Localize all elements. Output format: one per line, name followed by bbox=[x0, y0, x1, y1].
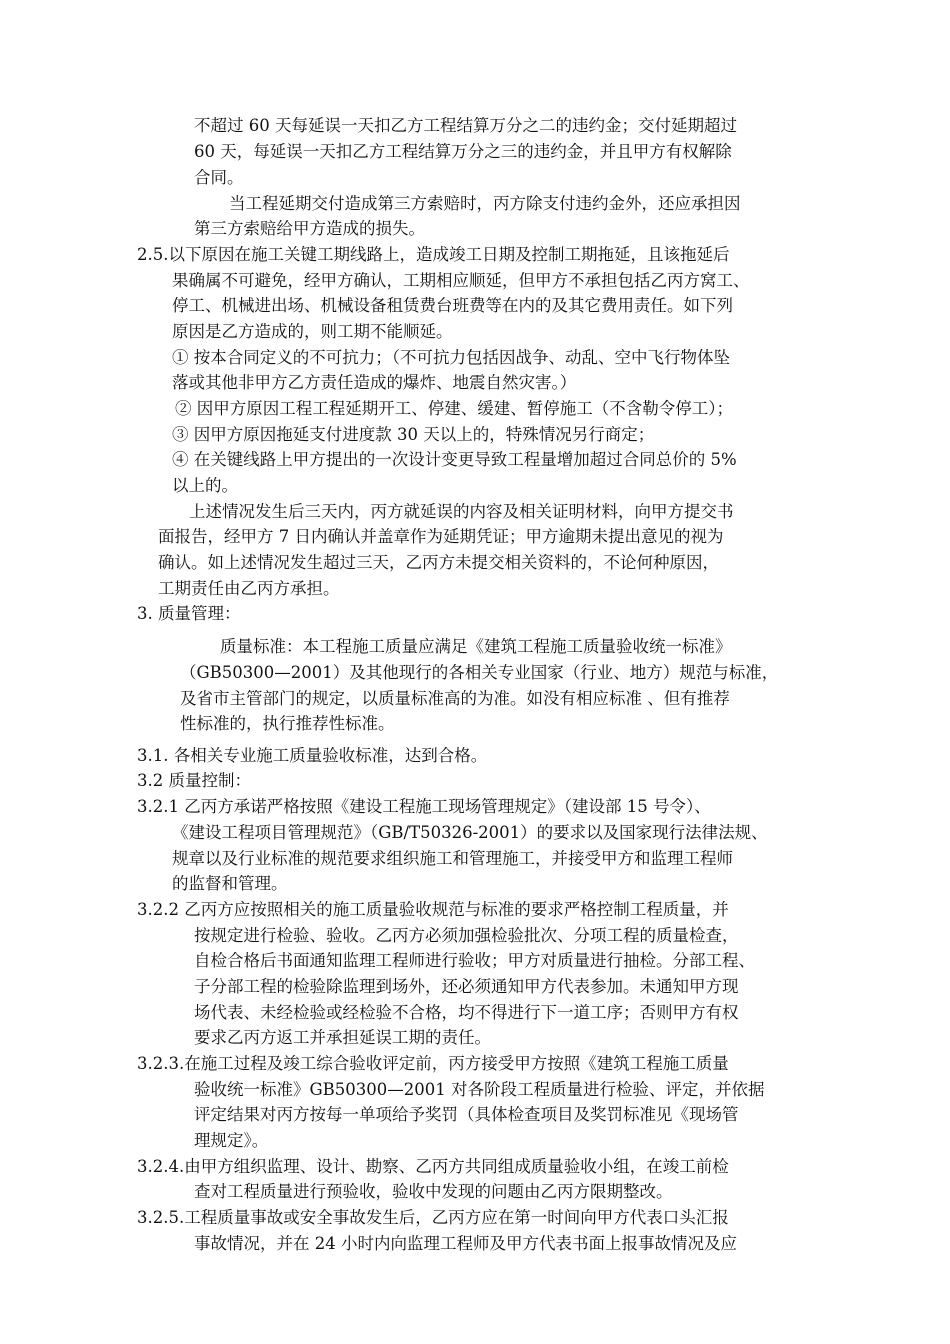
text-line: 按规定进行检验、验收。乙丙方必须加强检验批次、分项工程的质量检查， bbox=[194, 926, 739, 945]
text-line: 原因是乙方造成的，则工期不能顺延。 bbox=[172, 322, 453, 341]
text-line: 质量标准：本工程施工质量应满足《建筑工程施工质量验收统一标准》 bbox=[220, 637, 732, 656]
section-heading: 3. 质量管理： bbox=[137, 604, 241, 623]
text-line: 不超过 60 天每延误一天扣乙方工程结算万分之二的违约金；交付延期超过 bbox=[194, 116, 737, 135]
text-line: 第三方索赔给甲方造成的损失。 bbox=[194, 219, 425, 238]
text-line: 3.2 质量控制： bbox=[137, 771, 251, 790]
text-line: 果确属不可避免，经甲方确认，工期相应顺延，但甲方不承担包括乙丙方窝工、 bbox=[172, 271, 750, 290]
text-line: 面报告，经甲方 7 日内确认并盖章作为延期凭证；甲方逾期未提出意见的视为 bbox=[158, 527, 724, 546]
text-line: 60 天，每延误一天扣乙方工程结算万分之三的违约金，并且甲方有权解除 bbox=[194, 142, 732, 161]
text-line: 3.2.4.由甲方组织监理、设计、勘察、乙丙方共同组成质量验收小组，在竣工前检 bbox=[137, 1157, 729, 1176]
text-line: 性标准的，执行推荐性标准。 bbox=[180, 714, 395, 733]
text-line: 3.1. 各相关专业施工质量验收标准，达到合格。 bbox=[137, 746, 488, 765]
text-line: 验收统一标准》GB50300—2001 对各阶段工程质量进行检验、评定，并依据 bbox=[194, 1080, 765, 1099]
text-line: 自检合格后书面通知监理工程师进行验收；甲方对质量进行抽检。分部工程、 bbox=[194, 951, 755, 970]
text-line: 合同。 bbox=[194, 168, 244, 187]
text-line: 以上的。 bbox=[172, 476, 238, 495]
text-line: 确认。如上述情况发生超过三天，乙丙方未提交相关资料的，不论何种原因， bbox=[158, 553, 719, 572]
text-line: ② 因甲方原因工程工程延期开工、停建、缓建、暂停施工（不含勒令停工）； bbox=[175, 399, 733, 418]
text-line: 3.2.1 乙丙方承诺严格按照《建设工程施工现场管理规定》（建设部 15 号令）、 bbox=[137, 797, 711, 816]
text-line: 当工程延期交付造成第三方索赔时，丙方除支付违约金外，还应承担因 bbox=[229, 194, 741, 213]
text-line: 事故情况，并在 24 小时内向监理工程师及甲方代表书面上报事故情况及应 bbox=[194, 1234, 737, 1253]
text-line: （GB50300—2001）及其他现行的各相关专业国家（行业、地方）规范与标准， bbox=[180, 663, 779, 682]
text-line: ④ 在关键线路上甲方提出的一次设计变更导致工程量增加超过合同总价的 5% bbox=[172, 450, 737, 469]
text-line: 评定结果对丙方按每一单项给予奖罚（具体检查项目及奖罚标准见《现场管 bbox=[194, 1105, 739, 1124]
text-line: 要求乙丙方返工并承担延误工期的责任。 bbox=[194, 1028, 491, 1047]
text-line: 落或其他非甲方乙方责任造成的爆炸、地震自然灾害。） bbox=[172, 373, 577, 392]
text-line: 理规定》。 bbox=[194, 1131, 269, 1150]
text-line: 3.2.3.在施工过程及竣工综合验收评定前，丙方接受甲方按照《建筑工程施工质量 bbox=[137, 1054, 729, 1073]
text-line: 《建设工程项目管理规范》（GB/T50326-2001）的要求以及国家现行法律法规、 bbox=[172, 823, 768, 842]
text-line: 停工、机械进出场、机械设备租赁费台班费等在内的及其它费用责任。如下列 bbox=[172, 296, 733, 315]
text-line: 子分部工程的检验除监理到场外，还必须通知甲方代表参加。未通知甲方现 bbox=[194, 977, 739, 996]
text-line: 及省市主管部门的规定，以质量标准高的为准。如没有相应标准 、但有推荐 bbox=[180, 689, 730, 708]
text-line: 规章以及行业标准的规范要求组织施工和管理施工，并接受甲方和监理工程师 bbox=[172, 849, 733, 868]
text-line: 工期责任由乙丙方承担。 bbox=[158, 579, 340, 598]
text-line: ③ 因甲方原因拖延支付进度款 30 天以上的，特殊情况另行商定； bbox=[172, 425, 655, 444]
text-line: 2.5.以下原因在施工关键工期线路上，造成竣工日期及控制工期拖延，且该拖延后 bbox=[137, 245, 730, 264]
text-line: 3.2.5.工程质量事故或安全事故发生后，乙丙方应在第一时间向甲方代表口头汇报 bbox=[137, 1208, 729, 1227]
text-line: 场代表、未经检验或经检验不合格，均不得进行下一道工序；否则甲方有权 bbox=[194, 1003, 739, 1022]
text-line: 上述情况发生后三天内，丙方就延误的内容及相关证明材料，向甲方提交书 bbox=[189, 502, 734, 521]
text-line: 的监督和管理。 bbox=[172, 874, 288, 893]
text-line: 3.2.2 乙丙方应按照相关的施工质量验收规范与标准的要求严格控制工程质量，并 bbox=[137, 900, 729, 919]
text-line: 查对工程质量进行预验收，验收中发现的问题由乙丙方限期整改。 bbox=[194, 1182, 673, 1201]
text-line: ① 按本合同定义的不可抗力；（不可抗力包括因战争、动乱、空中飞行物体坠 bbox=[172, 348, 730, 367]
